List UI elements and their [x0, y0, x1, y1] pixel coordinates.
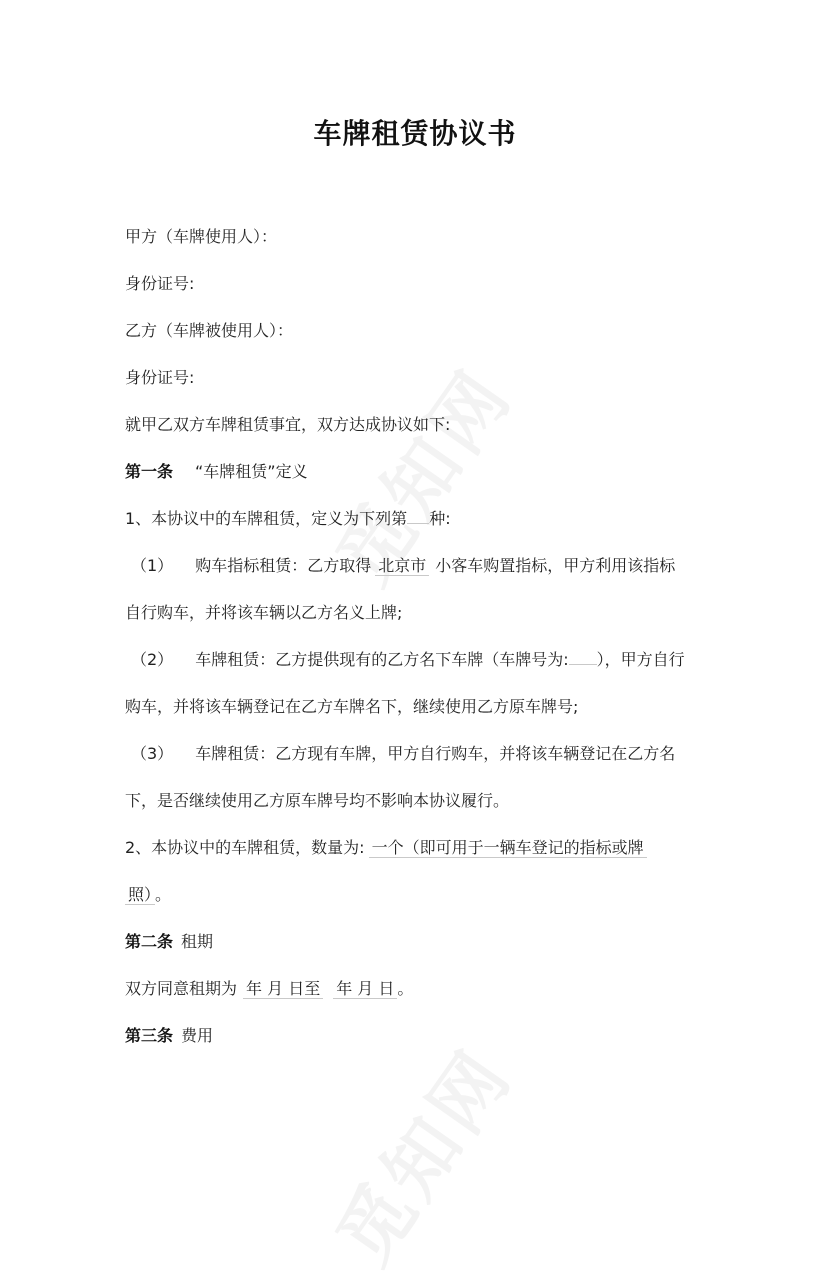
clause-2-continued: [125, 884, 171, 906]
option-number: （2）: [131, 650, 174, 669]
end-date-field: 年 月 日: [333, 979, 397, 999]
clause-text: 1、本协议中的车牌租赁，定义为下列第: [125, 509, 408, 528]
city-field: 北京市: [375, 556, 429, 576]
option-text: 购车指标租赁：乙方取得: [195, 556, 372, 575]
article-1-heading: [125, 461, 308, 483]
term-text: 双方同意租期为: [125, 979, 238, 998]
article-number: 第三条: [125, 1026, 174, 1045]
option-number: （3）: [131, 744, 174, 763]
article-title: 租期: [181, 932, 214, 951]
option-text: 小客车购置指标，甲方利用该指标: [435, 556, 676, 575]
document-title: 车牌租赁协议书: [313, 117, 517, 150]
quantity-field: 照）: [125, 885, 155, 905]
blank-field: [407, 523, 429, 524]
clause-text: 2、本协议中的车牌租赁，数量为:: [125, 838, 365, 857]
clause-text: 。: [155, 885, 172, 904]
party-a-id-line: 身份证号:: [125, 274, 195, 293]
quantity-field: 一个（即可用于一辆车登记的指标或牌: [369, 838, 647, 858]
option-number: （1）: [131, 556, 174, 575]
party-b-id-line: 身份证号:: [125, 368, 195, 387]
start-date-field: 年 月 日至: [243, 979, 323, 999]
option-1-line: [131, 555, 675, 577]
article-number: 第一条: [125, 462, 174, 481]
term-text: 。: [397, 979, 414, 998]
option-text: ），甲方自行: [596, 650, 685, 669]
party-a-line: 甲方（车牌使用人）：: [125, 227, 278, 246]
option-3-continued: 下，是否继续使用乙方原车牌号均不影响本协议履行。: [125, 791, 510, 810]
watermark: [308, 1024, 532, 1281]
party-b-line: 乙方（车牌被使用人）：: [125, 321, 294, 340]
intro-line: 就甲乙双方车牌租赁事宜，双方达成协议如下:: [125, 415, 451, 434]
option-text: 车牌租赁：乙方现有车牌，甲方自行购车，并将该车辆登记在乙方名: [195, 744, 676, 763]
option-text: 车牌租赁：乙方提供现有的乙方名下车牌（车牌号为:: [195, 650, 569, 669]
option-3-line: [131, 743, 675, 765]
option-1-continued: 自行购车，并将该车辆以乙方名义上牌;: [125, 603, 403, 622]
article-2-heading: [125, 931, 213, 953]
option-2-line: [131, 649, 685, 671]
option-2-continued: 购车，并将该车辆登记在乙方车牌名下，继续使用乙方原车牌号;: [125, 697, 579, 716]
clause-1-line: [125, 508, 451, 530]
clause-text: 种:: [429, 509, 451, 528]
article-title: “车牌租赁”定义: [195, 462, 308, 481]
plate-number-field: [569, 664, 597, 665]
article-3-heading: [125, 1025, 213, 1047]
term-line: [125, 978, 413, 1000]
article-title: 费用: [181, 1026, 214, 1045]
article-number: 第二条: [125, 932, 174, 951]
clause-2-line: [125, 837, 647, 859]
